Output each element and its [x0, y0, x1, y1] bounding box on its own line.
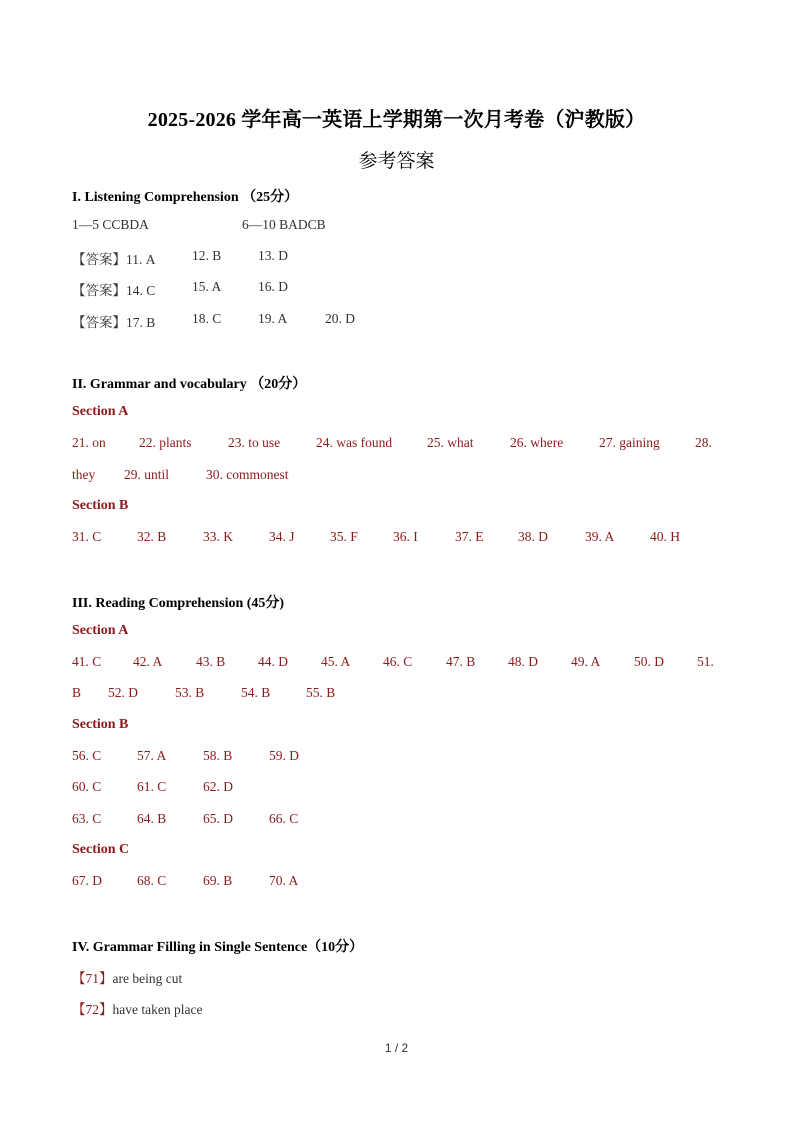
section-b-label: Section B: [72, 717, 129, 732]
answer-22: 22. plants: [139, 435, 192, 450]
answer-29: 29. until: [124, 467, 170, 482]
answer-35: 35. F: [330, 529, 358, 544]
answer-37: 37. E: [455, 529, 484, 544]
answer-54: 54. B: [241, 685, 271, 700]
answer-65: 65. D: [203, 811, 233, 826]
answer-52: 52. D: [108, 685, 138, 700]
answer-43: 43. B: [196, 654, 226, 669]
page-subtitle: 参考答案: [358, 151, 435, 172]
answer-53: 53. B: [175, 685, 205, 700]
section-a-label: Section A: [72, 623, 129, 638]
answer-55: 55. B: [306, 685, 336, 700]
grammar-heading: II. Grammar and vocabulary （20分）: [72, 377, 307, 392]
answer-50: 50. D: [634, 654, 664, 669]
answer-40: 40. H: [650, 529, 680, 544]
page-title: 2025-2026 学年高一英语上学期第一次月考卷（沪教版）: [147, 109, 646, 131]
answer-58: 58. B: [203, 748, 233, 763]
answer-label: 【答案】: [72, 252, 126, 267]
answer-26: 26. where: [510, 435, 564, 450]
answer-60: 60. C: [72, 779, 102, 794]
answer-28-text: they: [72, 467, 96, 482]
section-b-label: Section B: [72, 498, 129, 513]
answer-32: 32. B: [137, 529, 167, 544]
answer-39: 39. A: [585, 529, 615, 544]
reading-heading: III. Reading Comprehension (45分): [72, 596, 285, 611]
answer-64: 64. B: [137, 811, 167, 826]
answer-62: 62. D: [203, 779, 233, 794]
answer-6-10: 6—10 BADCB: [242, 217, 326, 232]
answer-71: 【71】are being cut: [72, 971, 183, 986]
answer-67: 67. D: [72, 873, 102, 888]
answer-51-num: 51.: [697, 654, 714, 669]
answer-1-5: 1—5 CCBDA: [72, 217, 149, 232]
answer-44: 44. D: [258, 654, 288, 669]
answer-38: 38. D: [518, 529, 548, 544]
answer-41: 41. C: [72, 654, 102, 669]
answer-47: 47. B: [446, 654, 476, 669]
answer-24: 24. was found: [316, 435, 393, 450]
answer-61: 61. C: [137, 779, 167, 794]
answer-33: 33. K: [203, 529, 233, 544]
answer-66: 66. C: [269, 811, 299, 826]
page-number: 1 / 2: [384, 1041, 409, 1055]
answer-23: 23. to use: [228, 435, 281, 450]
answer-label: 【答案】: [72, 315, 126, 330]
answer-row-17-20: 【答案】17. B 18. C 19. A 20. D: [72, 311, 355, 330]
answer-70: 70. A: [269, 873, 299, 888]
answer-21: 21. on: [72, 435, 106, 450]
answer-51-text: B: [72, 685, 82, 700]
answer-34: 34. J: [269, 529, 295, 544]
answer-49: 49. A: [571, 654, 601, 669]
answer-28-num: 28.: [695, 435, 712, 450]
answer-59: 59. D: [269, 748, 299, 763]
answer-25: 25. what: [427, 435, 474, 450]
answer-48: 48. D: [508, 654, 538, 669]
answer-56: 56. C: [72, 748, 102, 763]
answer-63: 63. C: [72, 811, 102, 826]
answer-57: 57. A: [137, 748, 167, 763]
answer-45: 45. A: [321, 654, 351, 669]
answer-row-14-16: 【答案】14. C 15. A 16. D: [72, 279, 288, 298]
answer-label: 【答案】: [72, 283, 126, 298]
answer-46: 46. C: [383, 654, 413, 669]
answer-31: 31. C: [72, 529, 102, 544]
listening-heading: I. Listening Comprehension （25分）: [72, 190, 299, 205]
sentence-filling-heading: IV. Grammar Filling in Single Sentence（10分）: [72, 940, 364, 955]
answer-68: 68. C: [137, 873, 167, 888]
answer-row-11-13: 【答案】11. A 12. B 13. D: [72, 248, 288, 267]
answer-30: 30. commonest: [206, 467, 289, 482]
answer-72: 【72】have taken place: [72, 1002, 203, 1017]
answer-69: 69. B: [203, 873, 233, 888]
answer-42: 42. A: [133, 654, 163, 669]
answer-36: 36. I: [393, 529, 418, 544]
section-c-label: Section C: [72, 842, 130, 857]
answer-27: 27. gaining: [599, 435, 660, 450]
section-a-label: Section A: [72, 404, 129, 419]
